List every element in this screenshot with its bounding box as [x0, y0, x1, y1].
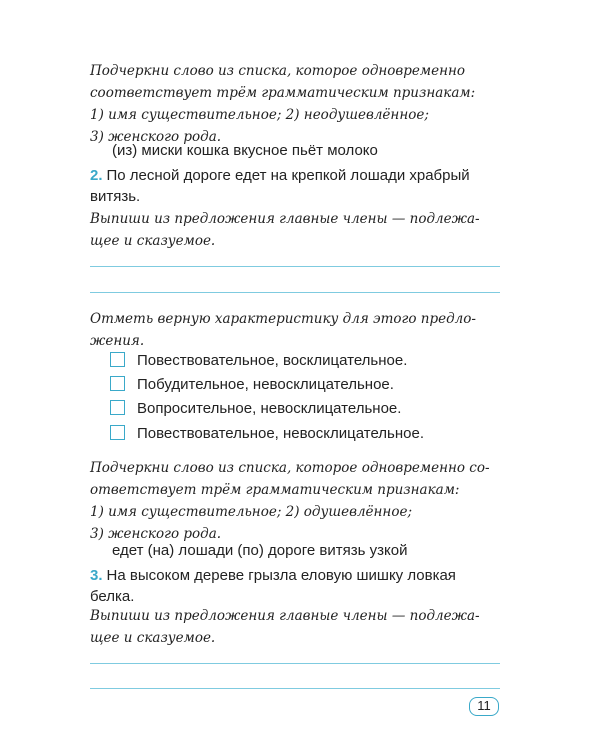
instruction-line: жения. — [90, 333, 145, 349]
instruction-line: 1) имя существительное; 2) одушевлённое; — [90, 504, 412, 520]
instruction-line: щее и сказуемое. — [90, 630, 216, 646]
task-3-sentence — [90, 565, 510, 607]
instruction-line: Отметь верную характеристику для этого предло- — [90, 311, 476, 327]
answer-line[interactable] — [90, 292, 500, 293]
underline-instruction-2 — [90, 457, 510, 545]
task-2-sentence — [90, 165, 510, 207]
sentence-text: По лесной дороге едет на крепкой лошади храбрый — [106, 167, 470, 184]
option-checkbox[interactable] — [110, 352, 125, 367]
instruction-line: 3) женского рода. — [90, 526, 222, 542]
characteristic-instruction — [90, 308, 510, 352]
instruction-line: 1) имя существительное; 2) неодушевлённое; — [90, 107, 429, 123]
sentence-text: витязь. — [90, 188, 141, 205]
page-number: 11 — [469, 697, 499, 716]
answer-line[interactable] — [90, 663, 500, 664]
option-checkbox[interactable] — [110, 400, 125, 415]
instruction-line: Подчеркни слово из списка, которое одновременно со- — [90, 460, 490, 476]
instruction-line: Подчеркни слово из списка, которое одновременно — [90, 63, 465, 79]
option-label: Вопросительное, невосклицательное. — [137, 400, 402, 417]
option-label: Побудительное, невосклицательное. — [137, 376, 394, 393]
word-list-2[interactable]: едет (на) лошади (по) дороге витязь узкой — [112, 542, 408, 559]
instruction-line: Выпиши из предложения главные члены — подлежа- — [90, 211, 480, 227]
instruction-line: щее и сказуемое. — [90, 233, 216, 249]
task-number: 3. — [90, 567, 103, 584]
underline-instruction-1 — [90, 60, 510, 148]
sentence-text: белка. — [90, 588, 135, 605]
option-label: Повествовательное, невосклицательное. — [137, 425, 424, 442]
write-out-instruction-3 — [90, 605, 510, 649]
instruction-line: соответствует трём грамматическим признакам: — [90, 85, 476, 101]
word-list-1[interactable]: (из) миски кошка вкусное пьёт молоко — [112, 142, 378, 159]
instruction-line: ответствует трём грамматическим признакам: — [90, 482, 460, 498]
option-checkbox[interactable] — [110, 376, 125, 391]
write-out-instruction-2 — [90, 208, 510, 252]
answer-line[interactable] — [90, 266, 500, 267]
sentence-text: На высоком дереве грызла еловую шишку ловкая — [106, 567, 456, 584]
option-label: Повествовательное, восклицательное. — [137, 352, 408, 369]
answer-line[interactable] — [90, 688, 500, 689]
task-number: 2. — [90, 167, 103, 184]
option-checkbox[interactable] — [110, 425, 125, 440]
instruction-line: Выпиши из предложения главные члены — подлежа- — [90, 608, 480, 624]
instruction-line: 3) женского рода. — [90, 129, 222, 145]
